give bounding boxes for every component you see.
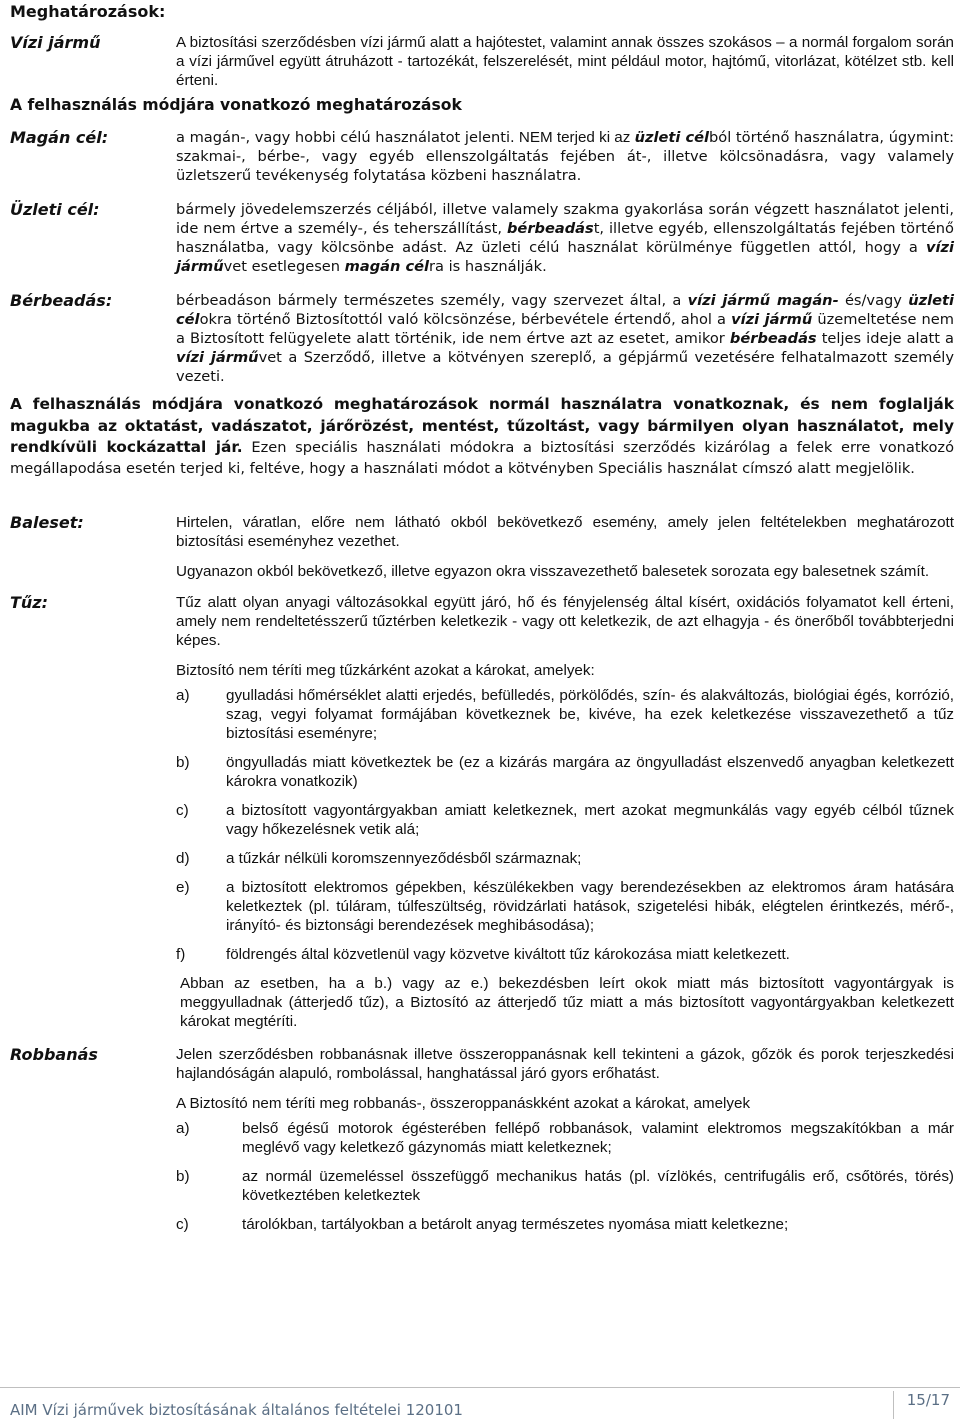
definition-baleset: [10, 513, 954, 581]
page-number: 15/17: [906, 1391, 950, 1409]
text-span: NEM terjed ki az: [514, 129, 635, 146]
term-ref: bérbeadás: [506, 220, 594, 237]
list-item-text: gyulladási hőmérséklet alatti erjedés, befülledés, pörkölődés, szín- és alakváltozás, biológiai égés, korrózió, szag, vegyi folyamat formájában következnek be, kivéve, ha ezek keletkezése visszavezethető a tűz biztosítási eseményre;: [226, 687, 954, 742]
term-tuz: Tűz:: [10, 593, 49, 612]
definitions-heading: Meghatározások:: [10, 2, 166, 21]
list-item-text: öngyulladás miatt következtek be (ez a kizárás margára az öngyulladást elszenvedő anyagban keletkezett károkra vonatkozik): [226, 754, 954, 790]
paragraph: Tűz alatt olyan anyagi változásokkal együtt járó, hő és fényjelenség által kísért, oxidációs folyamatot kell érteni, amely nem rendeltetésszerű tűztérben keletkezik - vagy ott keletkezik, de azt elhagyja - és önerőből továbbterjedni képes.: [176, 594, 954, 649]
footer-title: AIM Vízi járművek biztosításának általános feltételei 120101: [10, 1401, 463, 1419]
definition-vizi-jarmu: [10, 33, 954, 90]
definition-berbeadas: [10, 291, 954, 386]
text-span: t, illetve egyéb, ellenszolgáltatás fejében történő használatba, vagy kölcsönbe adást. Az üzleti célú használat körülménye független attól, hogy a: [176, 220, 954, 256]
definition-text-uzleti-cel: [176, 200, 954, 276]
page-footer: [0, 1387, 960, 1424]
list-marker: b): [176, 1168, 190, 1185]
text-span: bérbeadáson bármely természetes személy, vagy szervezet által, a: [176, 292, 688, 309]
paragraph: A Biztosító nem téríti meg robbanás-, összeroppanáskként azokat a károkat, amelyek: [176, 1095, 751, 1112]
text-span: ból történő használatra, úgymint: szakmai-, bérbe-, vagy egyéb ellenszolgáltatás fejében át-, illetve kölcsönadásra, vagy valamely üzletszerű tevékenység folytatása közbeni használatra.: [176, 129, 955, 184]
explosion-exclusions-list: [176, 1119, 954, 1234]
term-ref: üzleti cél: [634, 129, 710, 146]
term-ref: vízi jármű magán-: [687, 292, 839, 309]
list-item: [176, 1167, 954, 1205]
text-span: okra történő Biztosítottól való kölcsönzése, bérbevétele értendő, ahol a: [199, 311, 732, 328]
text-span: bármely jövedelemszerzés céljából, illetve valamely szakma gyakorlása során végzett használatot jelenti, ide nem értve a személy-, és teherszállítást,: [176, 201, 954, 237]
definition-tuz: [10, 593, 954, 1031]
paragraph: Biztosító nem téríti meg tűzkárként azokat a károkat, amelyek:: [176, 662, 595, 679]
list-marker: a): [176, 687, 190, 704]
definition-text-berbeadas: [176, 291, 954, 386]
list-item-text: földrengés által közvetlenül vagy közvetve kiváltott tűz károkozása miatt keletkezett.: [226, 946, 790, 963]
list-item-text: a tűzkár nélküli koromszennyeződésből származnak;: [226, 850, 582, 867]
text-span: teljes ideje alatt a: [816, 330, 954, 347]
definition-text-tuz: [176, 593, 954, 1031]
definition-text-vizi-jarmu: A biztosítási szerződésben vízi jármű alatt a hajótestet, valamint annak összes szokásos – a normál forgalom során a vízi járművel együtt átruházott - tartozékát, felszerelését, mint például motor, hajtómű, vitorlázat, kötélzet stb. kell érteni.: [176, 34, 954, 89]
term-ref: vízi jármű: [176, 349, 259, 366]
document-page: [10, 2, 954, 1244]
term-robbanas: Robbanás: [10, 1045, 98, 1064]
list-marker: c): [176, 1216, 189, 1233]
list-item-text: tárolókban, tartályokban a betárolt anyag természetes nyomása miatt keletkezne;: [242, 1216, 789, 1233]
list-item: [176, 878, 954, 935]
usage-note-bold: A felhasználás módjára vonatkozó meghatározások normál használatra vonatkoznak, és nem foglalják magukba az oktatást, vadászatot, járőrözést, mentést, tűzoltást, vagy bármilyen olyan használatot, mely rendkívüli kockázattal jár.: [10, 395, 954, 456]
term-magan-cel: Magán cél:: [10, 128, 109, 147]
list-item: [176, 801, 954, 839]
list-item: [176, 849, 954, 868]
list-item: [176, 1119, 954, 1157]
text-span: a magán-, vagy hobbi célú használatot jelenti.: [176, 129, 515, 146]
term-ref: bérbeadás: [729, 330, 817, 347]
footer-divider: [893, 1391, 894, 1419]
term-ref: magán cél: [344, 258, 430, 275]
paragraph: Ugyanazon okból bekövetkező, illetve egyazon okra visszavezethető balesetek sorozata egy balesetnek számít.: [176, 563, 930, 580]
usage-note-paragraph: [10, 394, 954, 479]
list-marker: c): [176, 802, 189, 819]
fire-exclusions-list: [176, 686, 954, 964]
text-span: vet a Szerződő, illetve a kötvényen szereplő, a gépjármű vezetésére felhatalmazott személy vezeti.: [176, 349, 954, 385]
term-vizi-jarmu: Vízi jármű: [10, 33, 101, 52]
text-span: vet esetlegesen: [223, 258, 345, 275]
list-item-text: a biztosított elektromos gépekben, készülékekben vagy berendezésekben az elektromos áram hatására keletkeztek (pl. túláram, túlfeszültség, rövidzárlati hatások, szigetelési hibák, elégtelen érintkezés, mérő-, irányító- és biztonsági berendezések meghibásodása);: [226, 879, 954, 934]
definition-robbanas: [10, 1045, 954, 1244]
list-marker: a): [176, 1120, 190, 1137]
term-baleset: [10, 513, 176, 581]
list-item-text: a biztosított vagyontárgyakban amiatt keletkeznek, mert azokat megmunkálás vagy egyéb célból tűznek vagy hőkezelésnek vetik alá;: [226, 802, 954, 838]
term-ref: vízi jármű: [176, 239, 954, 275]
term-berbeadas: Bérbeadás:: [10, 291, 113, 310]
text-span: ra is használják.: [429, 258, 547, 275]
definition-text-robbanas: [176, 1045, 954, 1244]
paragraph: Hirtelen, váratlan, előre nem látható okból bekövetkező esemény, amely jelen feltételekben meghatározott biztosítási eseményhez vezethet.: [176, 514, 954, 550]
paragraph: Abban az esetben, ha a b.) vagy az e.) bekezdésben leírt okok miatt más biztosított vagyontárgyak is meggyulladnak (átterjedő tűz), a Biztosító az átterjedő tűz miatt a más biztosított vagyontárgyakban keletkezett károkat megtéríti.: [180, 975, 954, 1030]
term-ref: üzleti cél: [176, 292, 954, 328]
usage-note-text: Ezen speciális használati módokra a biztosítási szerződés kizárólag a felek erre vonatkozó megállapodása esetén terjed ki, feltéve, hogy a használati módot a kötvényben Speciális használat címszó alatt megjelölik.: [10, 439, 955, 477]
list-item: [176, 945, 954, 964]
list-marker: e): [176, 879, 190, 896]
list-item-text: belső égésű motorok égésterében fellépő robbanások, valamint elektromos megszakítókban a már meglévő vagy keletkező gázynomás miatt keletkeznek;: [242, 1120, 954, 1156]
list-item: [176, 1215, 954, 1234]
text-span: üzemeltetése nem a Biztosított felügyelete alatt történik, ide nem értve azt az esetet, amikor: [176, 311, 955, 347]
usage-section-heading: A felhasználás módjára vonatkozó meghatározások: [10, 96, 462, 114]
list-item: [176, 686, 954, 743]
paragraph: Jelen szerződésben robbanásnak illetve összeroppanásnak kell tekinteni a gázok, gőzök és porok terjeszkedési hajlandóságán alapuló, rombolással, hanghatással járó gyors erőhatást.: [176, 1046, 954, 1082]
list-marker: f): [176, 946, 186, 963]
term-label: Baleset:: [10, 513, 84, 532]
term-uzleti-cel: Üzleti cél:: [10, 200, 100, 219]
definition-text-baleset: [176, 513, 954, 581]
definition-magan-cel: [10, 128, 954, 185]
definition-text-magan-cel: [176, 128, 954, 185]
list-item-text: az normál üzemeléssel összefüggő mechanikus hatás (pl. vízlökés, centrifugális erő, csőtörés, törés) következtében keletkeztek: [242, 1168, 954, 1204]
text-span: és/vagy: [844, 292, 909, 309]
definition-uzleti-cel: [10, 200, 954, 276]
list-item: [176, 753, 954, 791]
list-marker: d): [176, 850, 190, 867]
list-marker: b): [176, 754, 190, 771]
term-ref: vízi jármű: [731, 311, 813, 328]
